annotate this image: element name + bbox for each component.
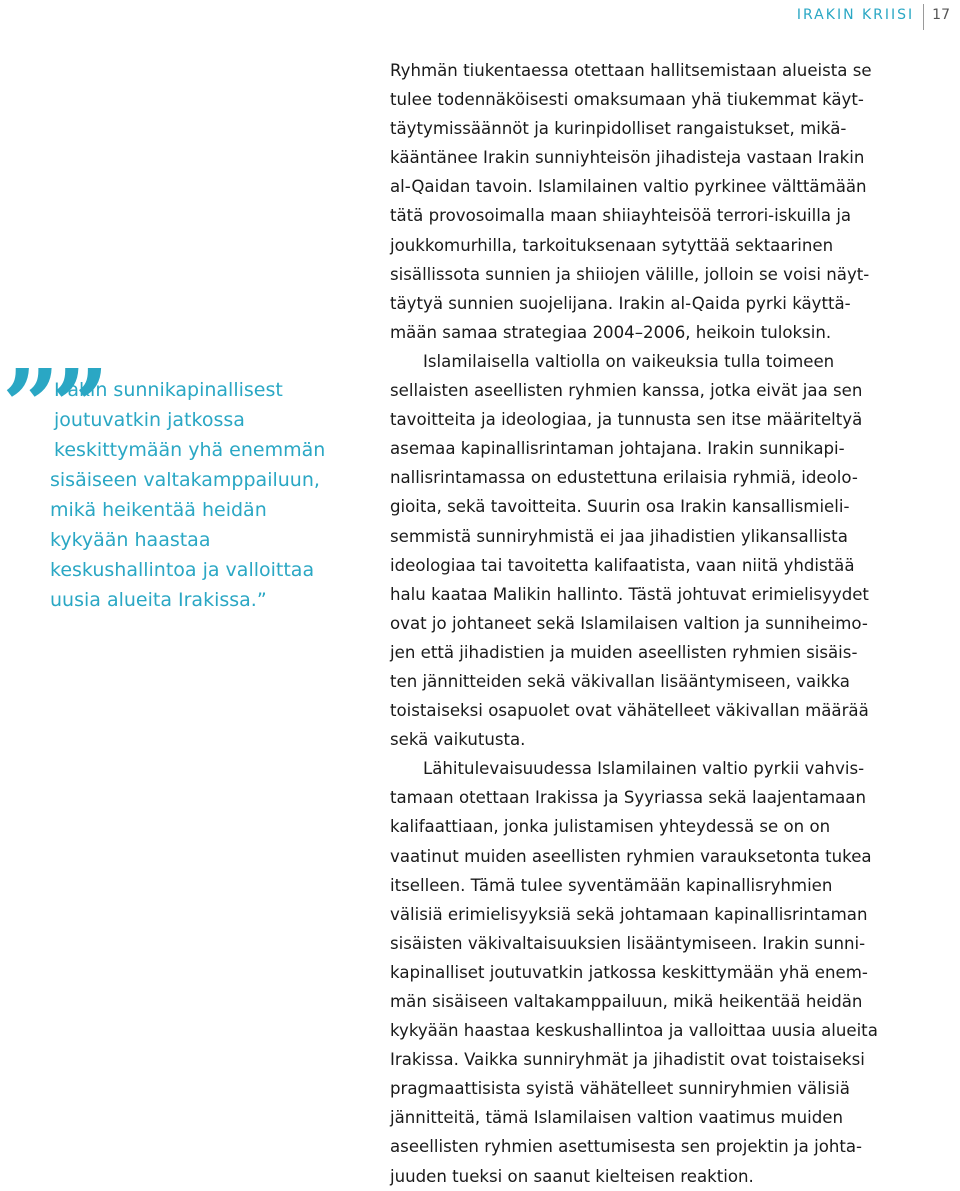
body-line: tätä provosoimalla maan shiiayhteisöä terrori-iskuilla ja (390, 206, 852, 226)
body-line: ovat jo johtaneet sekä Islamilaisen valtion ja sunniheimo- (390, 613, 868, 633)
body-line: täytymissäännöt ja kurinpidolliset rangaistukset, mikä- (390, 119, 847, 139)
page-number: 17 (932, 7, 950, 23)
body-line: välisiä erimielisyyksiä sekä johtamaan kapinallisrintaman (390, 904, 868, 924)
pull-quote-line: Irakin sunnikapinallisest (54, 379, 283, 401)
body-line: tamaan otettaan Irakissa ja Syyriassa sekä laajentamaan (390, 788, 866, 808)
body-line: täytyä sunnien suojelijana. Irakin al-Qaida pyrki käyttä- (390, 293, 851, 313)
running-header (797, 4, 950, 30)
body-line: sisäisten väkivaltaisuuksien lisääntymiseen. Irakin sunni- (390, 933, 866, 953)
body-line: joukkomurhilla, tarkoituksenaan sytyttää sektaarinen (390, 235, 834, 255)
body-line: sisällissota sunnien ja shiiojen välille, jolloin se voisi näyt- (390, 264, 870, 284)
body-line: vaatinut muiden aseellisten ryhmien varauksetonta tukea (390, 846, 872, 866)
quote-mark-icon: ”” (2, 347, 102, 465)
body-line: sekä vaikutusta. (390, 730, 526, 750)
body-line: Islamilaisella valtiolla on vaikeuksia tulla toimeen (423, 351, 835, 371)
pull-quote-line: joutuvatkin jatkossa (54, 409, 245, 431)
pull-quote-line: keskittymään yhä enemmän (54, 439, 326, 461)
body-line: halu kaataa Malikin hallinto. Tästä johtuvat erimielisyydet (390, 584, 869, 604)
pull-quote (0, 347, 372, 612)
body-line: tavoitteita ja ideologiaa, ja tunnusta sen itse määriteltyä (390, 410, 863, 430)
body-line: jännitteitä, tämä Islamilaisen valtion vaatimus muiden (390, 1108, 843, 1128)
body-line: toistaiseksi osapuolet ovat vähätelleet väkivallan määrää (390, 701, 869, 721)
body-line: ideologiaa tai tavoitetta kalifaatista, vaan niitä yhdistää (390, 555, 855, 575)
running-title: IRAKIN KRIISI (796, 7, 915, 23)
pull-quote-line: uusia alueita Irakissa.” (50, 589, 267, 611)
body-line: män sisäiseen valtakamppailuun, mikä heikentää heidän (390, 992, 863, 1011)
body-line: nallisrintamassa on edustettuna erilaisia ryhmiä, ideolo- (390, 468, 858, 488)
body-line: gioita, sekä tavoitteita. Suurin osa Irakin kansallismieli- (390, 497, 850, 517)
body-line: kääntänee Irakin sunniyhteisön jihadisteja vastaan Irakin (390, 148, 865, 168)
body-line: tulee todennäköisesti omaksumaan yhä tiukemmat käyt- (390, 90, 864, 110)
body-line: kapinalliset joutuvatkin jatkossa keskittymään yhä enem- (390, 962, 868, 982)
body-line: pragmaattisista syistä vähätelleet sunniryhmien välisiä (390, 1079, 850, 1099)
body-line: sellaisten aseellisten ryhmien kanssa, jotka eivät jaa sen (390, 381, 863, 401)
body-line: itselleen. Tämä tulee syventämään kapinallisryhmien (390, 875, 833, 895)
body-line: jen että jihadistien ja muiden aseellisten ryhmien sisäis- (390, 642, 858, 662)
pull-quote-line: mikä heikentää heidän (50, 499, 267, 521)
body-line: Ryhmän tiukentaessa otettaan hallitsemistaan alueista se (390, 61, 872, 80)
body-line: ten jännitteiden sekä väkivallan lisääntymiseen, vaikka (390, 671, 850, 691)
body-line: semmistä sunniryhmistä ei jaa jihadistien ylikansallista (390, 526, 848, 546)
body-line: juuden tueksi on saanut kielteisen reaktion. (390, 1166, 754, 1186)
body-line: asemaa kapinallisrintaman johtajana. Irakin sunnikapi- (390, 439, 845, 459)
body-line: mään samaa strategiaa 2004–2006, heikoin tuloksin. (390, 322, 832, 342)
body-line: kalifaattiaan, jonka julistamisen yhteydessä se on on (390, 817, 831, 837)
body-text (390, 56, 956, 1191)
body-line: aseellisten ryhmien asettumisesta sen projektin ja johta- (390, 1137, 863, 1157)
body-line: Irakissa. Vaikka sunniryhmät ja jihadistit ovat toistaiseksi (390, 1050, 865, 1070)
pull-quote-line: sisäiseen valtakamppailuun, (50, 469, 320, 491)
body-line: al-Qaidan tavoin. Islamilainen valtio pyrkinee välttämään (390, 177, 867, 197)
pull-quote-line: kykyään haastaa (50, 529, 211, 551)
body-line: Lähitulevaisuudessa Islamilainen valtio pyrkii vahvis- (423, 759, 865, 779)
body-line: kykyään haastaa keskushallintoa ja valloittaa uusia alueita (390, 1021, 878, 1041)
pull-quote-line: keskushallintoa ja valloittaa (50, 559, 315, 581)
